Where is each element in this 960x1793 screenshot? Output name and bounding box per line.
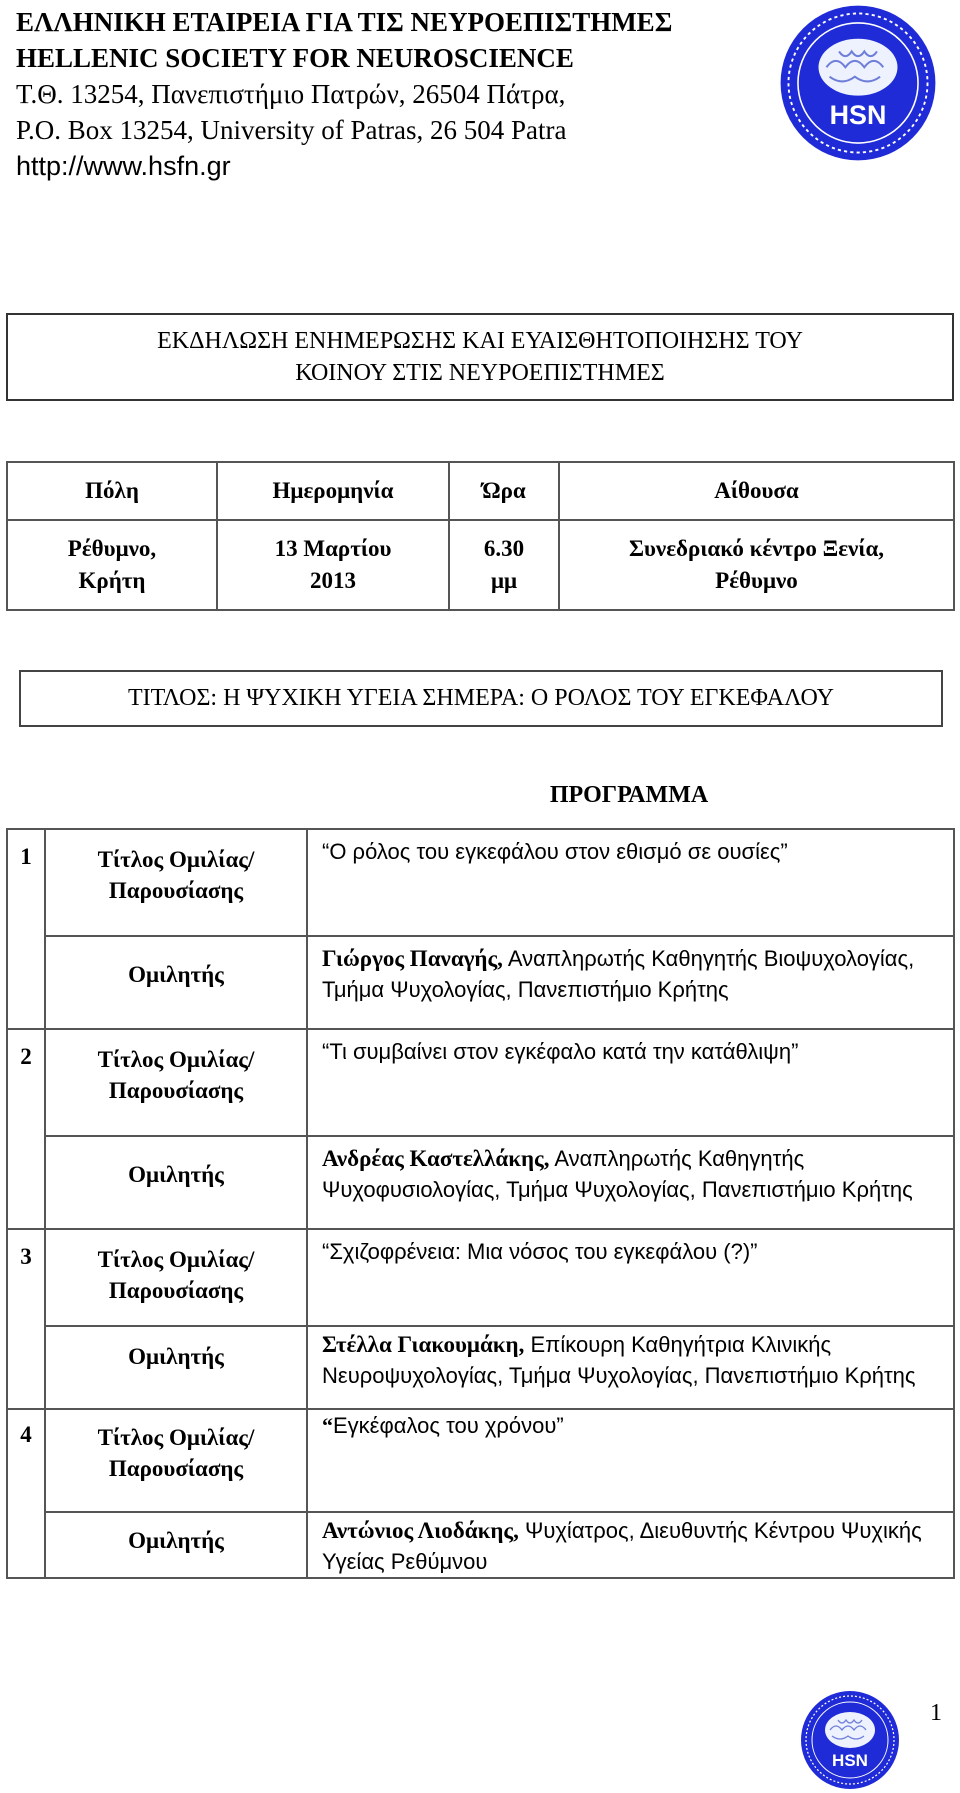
website-link[interactable]: http://www.hsfn.gr <box>16 151 231 181</box>
venue-line-2: Ρέθυμνο <box>715 568 798 593</box>
label-line-2: Παρουσίασης <box>108 1278 244 1303</box>
program-row-speaker-3 <box>7 1326 954 1409</box>
city-line-2: Κρήτη <box>78 568 146 593</box>
society-name-english: HELLENIC SOCIETY FOR NEUROSCIENCE <box>16 43 574 73</box>
speaker-description: Αναπληρωτής Καθηγητής Βιοψυχολογίας, Τμήμα Ψυχολογίας, Πανεπιστήμιο Κρήτης <box>322 946 915 1002</box>
hsn-logo <box>779 4 937 162</box>
talk-title-text: “Ο ρόλος του εγκεφάλου στον εθισμό σε ουσίες” <box>322 839 788 864</box>
speaker-info <box>307 936 954 1029</box>
speaker-name: Ανδρέας Καστελλάκης, <box>322 1146 550 1171</box>
label-line-1: Τίτλος Ομιλίας/ <box>97 847 255 872</box>
letterhead <box>16 4 756 184</box>
item-number: 4 <box>7 1409 45 1512</box>
talk-title-open-quote: “ <box>322 1413 333 1438</box>
info-value-row <box>7 520 954 610</box>
talk-series-title: ΤΙΤΛΟΣ: Η ΨΥΧΙΚΗ ΥΓΕΙΑ ΣΗΜΕΡΑ: Ο ΡΟΛΟΣ ΤΟΥ ΕΓΚΕΦΑΛΟΥ <box>19 670 943 727</box>
speaker-label: Ομιλητής <box>45 1326 307 1409</box>
speaker-label: Ομιλητής <box>45 936 307 1029</box>
date-header: Ημερομηνία <box>217 462 449 520</box>
program-heading: ΠΡΟΓΡΑΜΜΑ <box>549 782 709 808</box>
label-line-2: Παρουσίασης <box>108 1456 244 1481</box>
page-number: 1 <box>930 1700 942 1726</box>
address-english: P.O. Box 13254, University of Patras, 26 504 Patra <box>16 115 567 145</box>
program-row-title-2 <box>7 1029 954 1136</box>
speaker-info <box>307 1512 954 1578</box>
speaker-name: Γιώργος Παναγής, <box>322 946 503 971</box>
item-number: 2 <box>7 1029 45 1136</box>
time-header: Ώρα <box>449 462 559 520</box>
item-number: 1 <box>7 829 45 936</box>
program-row-speaker-1 <box>7 936 954 1029</box>
speaker-description: Επίκουρη Καθηγήτρια Κλινικής Νευροψυχολογίας, Τμήμα Ψυχολογίας, Πανεπιστήμιο Κρήτης <box>322 1332 916 1388</box>
speaker-name: Αντώνιος Λιοδάκης, <box>322 1518 519 1543</box>
venue-header: Αίθουσα <box>559 462 954 520</box>
speaker-label: Ομιλητής <box>45 1512 307 1578</box>
speaker-description: Αναπληρωτής Καθηγητής Ψυχοφυσιολογίας, Τμήμα Ψυχολογίας, Πανεπιστήμιο Κρήτης <box>322 1146 913 1202</box>
address-greek: Τ.Θ. 13254, Πανεπιστήμιο Πατρών, 26504 Πάτρα, <box>16 79 566 109</box>
program-table <box>6 828 955 1579</box>
talk-title-label <box>45 1229 307 1326</box>
city-line-1: Ρέθυμνο, <box>67 536 157 561</box>
program-row-title-1 <box>7 829 954 936</box>
talk-title <box>307 1229 954 1326</box>
time-line-2: μμ <box>490 568 518 593</box>
time-value <box>449 520 559 610</box>
logo-text: HSN <box>832 1751 868 1770</box>
event-info-table <box>6 461 955 611</box>
program-row-title-3 <box>7 1229 954 1326</box>
talk-title-text: “Σχιζοφρένεια: Μια νόσος του εγκεφάλου (?)” <box>322 1239 758 1264</box>
logo-text: HSN <box>829 100 887 131</box>
hsn-logo-footer <box>800 1690 900 1790</box>
speaker-info <box>307 1136 954 1229</box>
talk-title-text: Εγκέφαλος του χρόνου” <box>333 1413 564 1438</box>
label-line-1: Τίτλος Ομιλίας/ <box>97 1425 255 1450</box>
item-number: 3 <box>7 1229 45 1326</box>
talk-title-label <box>45 1409 307 1512</box>
label-line-1: Τίτλος Ομιλίας/ <box>97 1247 255 1272</box>
event-title-box <box>6 313 954 401</box>
talk-title <box>307 829 954 936</box>
talk-title-label <box>45 1029 307 1136</box>
label-line-1: Τίτλος Ομιλίας/ <box>97 1047 255 1072</box>
speaker-description: Ψυχίατρος, Διευθυντής Κέντρου Ψυχικής Υγείας Ρεθύμνου <box>322 1518 922 1574</box>
venue-line-1: Συνεδριακό κέντρο Ξενία, <box>628 536 885 561</box>
talk-title-text: “Τι συμβαίνει στον εγκέφαλο κατά την κατάθλιψη” <box>322 1039 799 1064</box>
speaker-name: Στέλλα Γιακουμάκη, <box>322 1332 525 1357</box>
label-line-2: Παρουσίασης <box>108 878 244 903</box>
program-row-speaker-2 <box>7 1136 954 1229</box>
society-name-greek: ΕΛΛΗΝΙΚΗ ΕΤΑΙΡΕΙΑ ΓΙΑ ΤΙΣ ΝΕΥΡΟΕΠΙΣΤΗΜΕΣ <box>16 7 673 37</box>
program-row-title-4 <box>7 1409 954 1512</box>
talk-title <box>307 1029 954 1136</box>
item-number-spacer <box>7 1512 45 1578</box>
item-number-spacer <box>7 1326 45 1409</box>
info-header-row <box>7 462 954 520</box>
date-value <box>217 520 449 610</box>
talk-title <box>307 1409 954 1512</box>
speaker-info <box>307 1326 954 1409</box>
speaker-label: Ομιλητής <box>45 1136 307 1229</box>
city-header: Πόλη <box>7 462 217 520</box>
date-line-2: 2013 <box>310 568 356 593</box>
talk-title-label <box>45 829 307 936</box>
item-number-spacer <box>7 1136 45 1229</box>
item-number-spacer <box>7 936 45 1029</box>
city-value <box>7 520 217 610</box>
event-title-line-1: ΕΚΔΗΛΩΣΗ ΕΝΗΜΕΡΩΣΗΣ ΚΑΙ ΕΥΑΙΣΘΗΤΟΠΟΙΗΣΗΣ ΤΟΥ <box>157 328 803 354</box>
time-line-1: 6.30 <box>483 536 525 561</box>
venue-value <box>559 520 954 610</box>
event-title-line-2: ΚΟΙΝΟΥ ΣΤΙΣ ΝΕΥΡΟΕΠΙΣΤΗΜΕΣ <box>295 360 665 386</box>
program-row-speaker-4 <box>7 1512 954 1578</box>
date-line-1: 13 Μαρτίου <box>274 536 392 561</box>
label-line-2: Παρουσίασης <box>108 1078 244 1103</box>
